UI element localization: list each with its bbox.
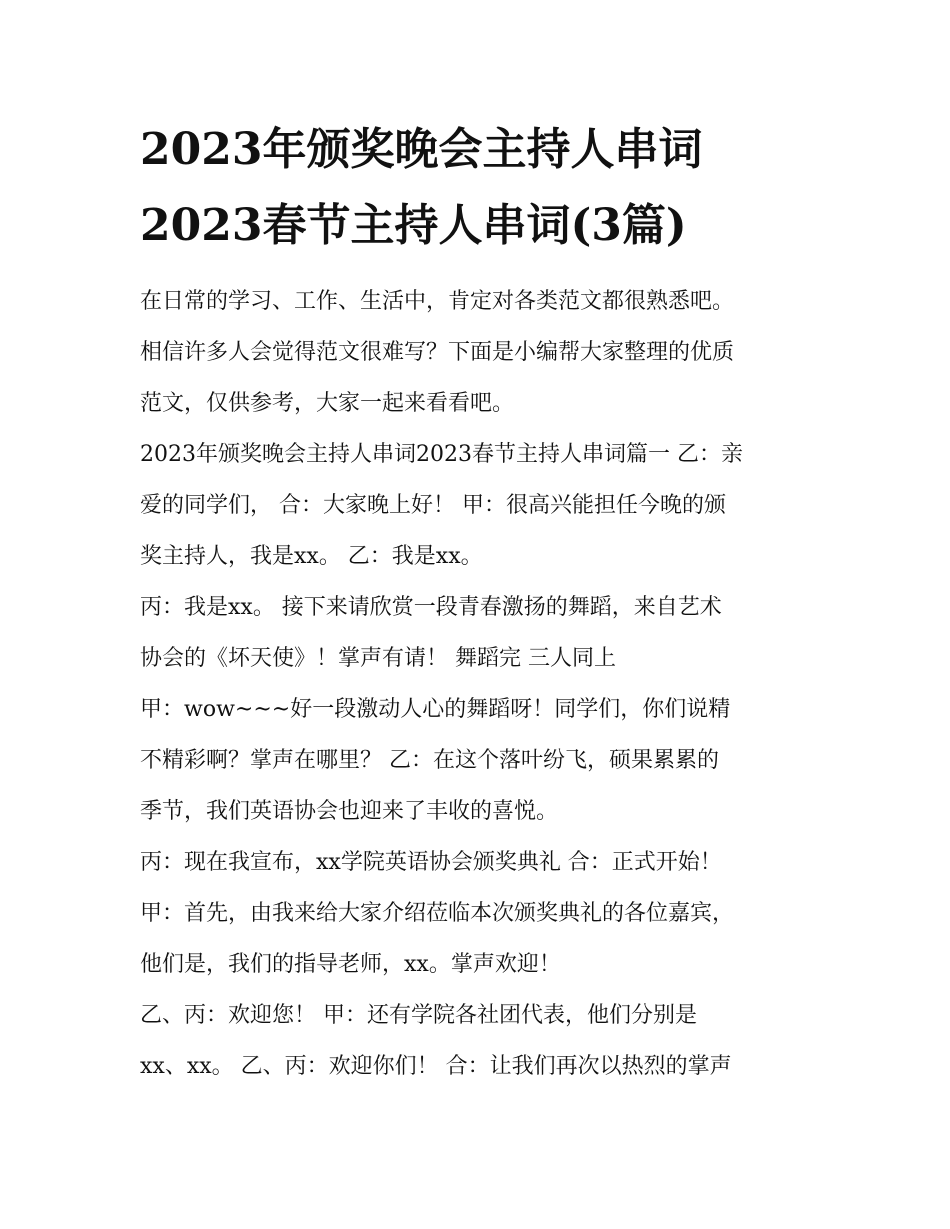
document-body	[140, 276, 820, 1092]
body-line: 甲：首先，由我来给大家介绍莅临本次颁奖典礼的各位嘉宾，	[140, 901, 735, 926]
title-line-1: 2023年颁奖晚会主持人串词	[140, 124, 703, 175]
body-line: 爱的同学们， 合：大家晚上好！ 甲：很高兴能担任今晚的颁	[140, 493, 726, 518]
body-line: 2023年颁奖晚会主持人串词2023春节主持人串词篇一 乙：亲	[140, 442, 743, 467]
body-line: 相信许多人会觉得范文很难写？下面是小编帮大家整理的优质	[140, 340, 735, 365]
body-line: 范文，仅供参考，大家一起来看看吧。	[140, 391, 515, 416]
body-line: 丙：我是xx。 接下来请欣赏一段青春激扬的舞蹈，来自艺术	[140, 595, 722, 620]
body-line: 协会的《坏天使》！掌声有请！ 舞蹈完 三人同上	[140, 646, 616, 671]
title-line-2: 2023春节主持人串词(3篇)	[140, 200, 687, 251]
body-line: 奖主持人，我是xx。 乙：我是xx。	[140, 544, 483, 569]
document-title	[140, 112, 840, 264]
body-line: 甲：wow~~~好一段激动人心的舞蹈呀！同学们，你们说精	[140, 697, 731, 722]
body-line: xx、xx。 乙、丙：欢迎你们！ 合：让我们再次以热烈的掌声	[140, 1054, 732, 1079]
body-line: 在日常的学习、工作、生活中，肯定对各类范文都很熟悉吧。	[140, 289, 735, 314]
body-line: 乙、丙：欢迎您！ 甲：还有学院各社团代表，他们分别是	[140, 1003, 697, 1028]
body-line: 丙：现在我宣布，xx学院英语协会颁奖典礼 合：正式开始！	[140, 850, 722, 875]
body-line: 他们是，我们的指导老师，xx。掌声欢迎！	[140, 952, 561, 977]
body-line: 不精彩啊？掌声在哪里？ 乙：在这个落叶纷飞，硕果累累的	[140, 748, 719, 773]
body-line: 季节，我们英语协会也迎来了丰收的喜悦。	[140, 799, 559, 824]
